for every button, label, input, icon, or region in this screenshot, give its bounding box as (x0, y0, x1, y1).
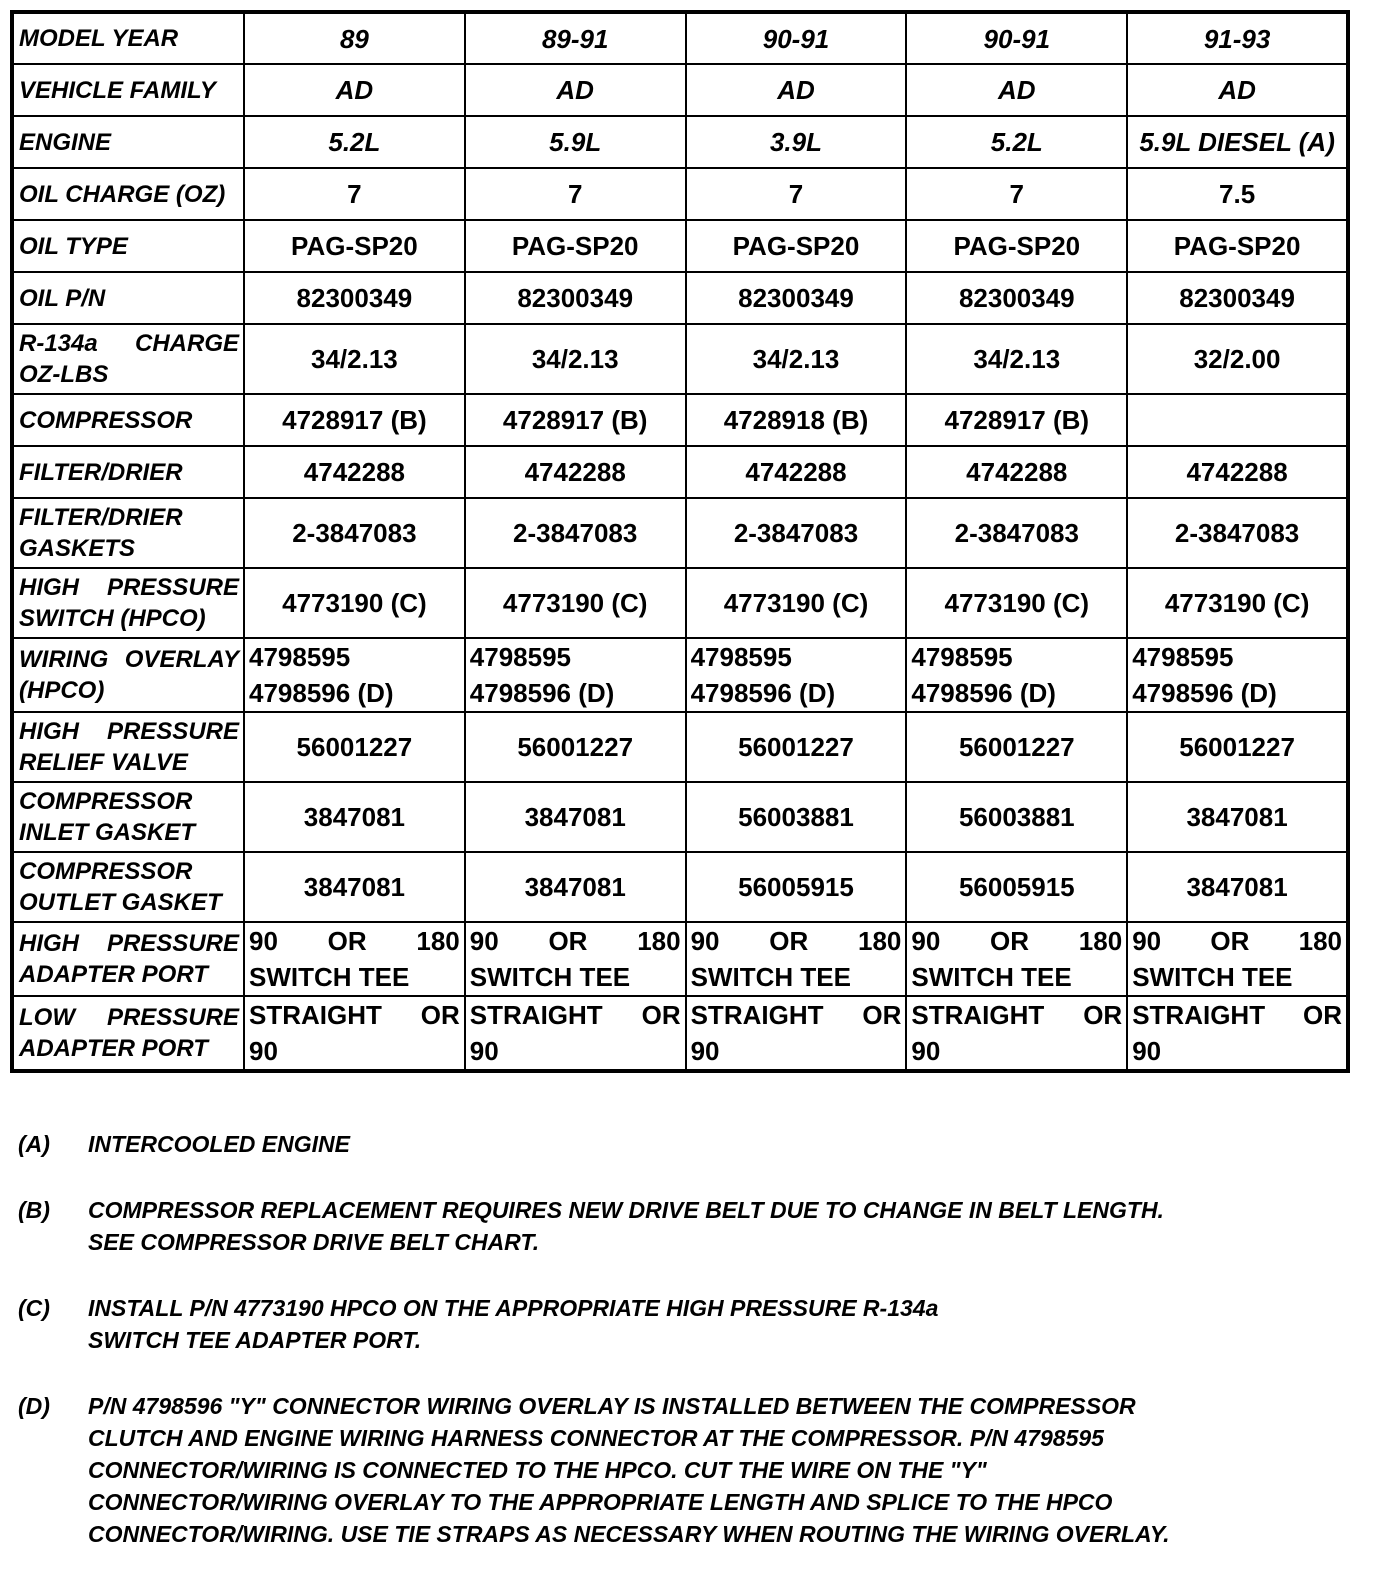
footnote-line: INSTALL P/N 4773190 HPCO ON THE APPROPRIATE HIGH PRESSURE R-134a (88, 1295, 939, 1321)
table-cell: 4742288 (465, 446, 686, 498)
cell-word: 180 (1078, 926, 1123, 956)
table-cell (686, 922, 907, 996)
table-cell: 4728917 (B) (465, 394, 686, 446)
table-cell: 7 (686, 168, 907, 220)
cell-word: OR (1083, 1000, 1123, 1030)
row-label (12, 116, 244, 168)
table-cell: 4742288 (686, 446, 907, 498)
cell-line: 4798595 (690, 642, 792, 672)
row-label-line (19, 1002, 239, 1033)
table-cell: 89-91 (465, 12, 686, 64)
cell-word: 90 (911, 926, 941, 956)
table-cell: 2-3847083 (465, 498, 686, 568)
cell-line: 4798596 (D) (1132, 678, 1277, 708)
row-label-word: PRESSURE (106, 1004, 239, 1031)
row-label-word: HIGH (19, 930, 79, 957)
table-cell: PAG-SP20 (465, 220, 686, 272)
table-row (12, 324, 1348, 394)
table-cell: 82300349 (244, 272, 465, 324)
footnote-text (88, 1128, 1318, 1160)
table-cell: 56003881 (906, 782, 1127, 852)
cell-line (470, 997, 681, 1033)
table-cell: 90-91 (906, 12, 1127, 64)
row-label-line: VEHICLE FAMILY (19, 76, 216, 104)
table-cell: 4773190 (C) (244, 568, 465, 638)
row-label (12, 638, 244, 712)
row-label (12, 12, 244, 64)
row-label-word: WIRING (19, 646, 109, 673)
row-label-line: OIL CHARGE (OZ) (19, 180, 226, 208)
table-cell: PAG-SP20 (686, 220, 907, 272)
cell-line (691, 923, 902, 959)
cell-line: 90 (1132, 1036, 1162, 1066)
footnote-line: SEE COMPRESSOR DRIVE BELT CHART. (88, 1229, 540, 1255)
footnote-line: INTERCOOLED ENGINE (88, 1131, 350, 1157)
footnote (18, 1194, 1318, 1258)
row-label-word: PRESSURE (106, 930, 239, 957)
table-cell (244, 638, 465, 712)
cell-line (1132, 923, 1342, 959)
table-row (12, 116, 1348, 168)
footnote-line: COMPRESSOR REPLACEMENT REQUIRES NEW DRIVE BELT DUE TO CHANGE IN BELT LENGTH. (88, 1197, 1164, 1223)
table-cell: 5.2L (906, 116, 1127, 168)
footnote-text (88, 1194, 1318, 1258)
cell-word: 180 (1298, 926, 1342, 956)
footnote-line: CLUTCH AND ENGINE WIRING HARNESS CONNECTOR AT THE COMPRESSOR. P/N 4798595 (88, 1425, 1104, 1451)
row-label-line: MODEL YEAR (19, 25, 179, 52)
row-label-line: GASKETS (19, 535, 136, 562)
row-label-line: (HPCO) (19, 677, 105, 704)
cell-word: 90 (249, 926, 278, 956)
row-label (12, 568, 244, 638)
cell-line: SWITCH TEE (469, 962, 631, 992)
cell-line (249, 997, 460, 1033)
row-label (12, 168, 244, 220)
table-cell: 4742288 (906, 446, 1127, 498)
cell-line: 4798595 (1132, 642, 1234, 672)
table-body (12, 12, 1348, 1071)
cell-word: STRAIGHT (1132, 1000, 1266, 1030)
table-cell: 56001227 (465, 712, 686, 782)
cell-word: 90 (469, 926, 499, 956)
row-label-line (19, 572, 239, 603)
cell-word: STRAIGHT (249, 1000, 382, 1030)
table-cell: PAG-SP20 (244, 220, 465, 272)
cell-line (691, 997, 902, 1033)
table-cell (906, 638, 1127, 712)
row-label-line: FILTER/DRIER (19, 504, 183, 531)
table-cell: 56005915 (906, 852, 1127, 922)
cell-line (911, 923, 1122, 959)
table-cell: AD (686, 64, 907, 116)
table-cell: 4728917 (B) (244, 394, 465, 446)
cell-word: STRAIGHT (690, 1000, 824, 1030)
table-cell: PAG-SP20 (1127, 220, 1348, 272)
table-cell: 3847081 (465, 852, 686, 922)
footnote-line: SWITCH TEE ADAPTER PORT. (88, 1327, 422, 1353)
table-cell (465, 922, 686, 996)
cell-word: OR (641, 1000, 681, 1030)
row-label (12, 394, 244, 446)
table-cell: 34/2.13 (244, 324, 465, 394)
row-label-line (19, 716, 239, 747)
row-label-line (19, 928, 239, 959)
cell-word: STRAIGHT (469, 1000, 603, 1030)
table-row (12, 394, 1348, 446)
row-label (12, 220, 244, 272)
table-row (12, 272, 1348, 324)
ac-specifications-table (10, 10, 1350, 1073)
table-cell: 2-3847083 (686, 498, 907, 568)
row-label (12, 446, 244, 498)
table-cell: 4728918 (B) (686, 394, 907, 446)
row-label-word: R-134a (19, 330, 98, 357)
table-cell (1127, 394, 1348, 446)
table-row (12, 64, 1348, 116)
row-label (12, 272, 244, 324)
footnote-text (88, 1292, 1318, 1356)
table-cell (1127, 922, 1348, 996)
table-cell: 56001227 (686, 712, 907, 782)
cell-line: 4798595 (469, 642, 572, 672)
footnote-key: (D) (18, 1393, 50, 1419)
table-row (12, 220, 1348, 272)
footnote-line: CONNECTOR/WIRING OVERLAY TO THE APPROPRIATE LENGTH AND SPLICE TO THE HPCO (88, 1489, 1113, 1515)
cell-word: OR (862, 1000, 902, 1030)
table-cell: 56001227 (1127, 712, 1348, 782)
footnote-key: (C) (18, 1295, 50, 1321)
footnote (18, 1292, 1318, 1356)
cell-line: 4798596 (D) (911, 678, 1056, 708)
row-label (12, 498, 244, 568)
table-cell: 4773190 (C) (1127, 568, 1348, 638)
table-cell: 7 (465, 168, 686, 220)
row-label (12, 996, 244, 1071)
table-cell: 56001227 (906, 712, 1127, 782)
cell-line: 4798596 (D) (249, 678, 394, 708)
cell-line: 4798596 (D) (469, 678, 615, 708)
cell-word: STRAIGHT (911, 1000, 1045, 1030)
row-label-word: CHARGE (134, 330, 239, 357)
cell-word: 90 (690, 926, 720, 956)
row-label-line: FILTER/DRIER (19, 458, 183, 486)
cell-word: 180 (857, 926, 902, 956)
table-cell: 5.9L (465, 116, 686, 168)
cell-word: OR (1303, 1000, 1342, 1030)
table-cell (465, 638, 686, 712)
table-cell (1127, 996, 1348, 1071)
table-row (12, 782, 1348, 852)
table-row (12, 996, 1348, 1071)
footnote-line: P/N 4798596 "Y" CONNECTOR WIRING OVERLAY IS INSTALLED BETWEEN THE COMPRESSOR (88, 1393, 1136, 1419)
cell-word: 90 (1132, 926, 1162, 956)
cell-word: OR (548, 926, 588, 956)
table-cell: 56005915 (686, 852, 907, 922)
cell-line: 4798595 (249, 642, 351, 672)
row-label-word: HIGH (19, 718, 79, 745)
footnote (18, 1390, 1318, 1550)
row-label (12, 324, 244, 394)
table-cell: 7 (906, 168, 1127, 220)
table-cell (1127, 638, 1348, 712)
table-cell: 7.5 (1127, 168, 1348, 220)
row-label-line: COMPRESSOR (19, 858, 193, 885)
cell-line: SWITCH TEE (911, 962, 1072, 992)
footnote-key: (A) (18, 1131, 50, 1157)
table-cell: 3847081 (1127, 782, 1348, 852)
table-cell: 34/2.13 (686, 324, 907, 394)
cell-line (911, 997, 1122, 1033)
cell-line: 4798596 (D) (690, 678, 836, 708)
row-label-line: SWITCH (HPCO) (19, 605, 206, 632)
footnote-text (88, 1390, 1318, 1550)
table-cell: 5.2L (244, 116, 465, 168)
table-row (12, 922, 1348, 996)
row-label-line: RELIEF VALVE (19, 749, 188, 776)
table-cell: 32/2.00 (1127, 324, 1348, 394)
cell-word: 180 (637, 926, 681, 956)
table-cell: 56001227 (244, 712, 465, 782)
table-row (12, 568, 1348, 638)
table-cell: 34/2.13 (906, 324, 1127, 394)
cell-line: 90 (249, 1036, 278, 1066)
table-cell (686, 638, 907, 712)
cell-word: 180 (416, 926, 460, 956)
table-cell (686, 996, 907, 1071)
row-label-word: PRESSURE (106, 718, 239, 745)
table-cell: 4773190 (C) (686, 568, 907, 638)
row-label-line: COMPRESSOR (19, 406, 193, 434)
table-cell: 82300349 (686, 272, 907, 324)
table-cell: 2-3847083 (244, 498, 465, 568)
table-cell: 90-91 (686, 12, 907, 64)
row-label-line: COMPRESSOR (19, 788, 193, 815)
footnotes (18, 1128, 1318, 1584)
table-cell: 4773190 (C) (465, 568, 686, 638)
table-cell: 3847081 (244, 852, 465, 922)
row-label-line: OIL P/N (19, 284, 106, 312)
table-cell: 82300349 (1127, 272, 1348, 324)
row-label (12, 64, 244, 116)
table-cell: 2-3847083 (906, 498, 1127, 568)
table-cell: AD (906, 64, 1127, 116)
table-cell: 4742288 (1127, 446, 1348, 498)
table-cell: 3847081 (465, 782, 686, 852)
table-cell: 82300349 (906, 272, 1127, 324)
cell-line: 4798595 (911, 642, 1013, 672)
table-cell (244, 996, 465, 1071)
row-label-word: LOW (19, 1004, 75, 1031)
table-cell: 89 (244, 12, 465, 64)
row-label-line: ADAPTER PORT (19, 961, 208, 988)
table-cell (906, 922, 1127, 996)
cell-word: OR (327, 926, 367, 956)
table-cell: 2-3847083 (1127, 498, 1348, 568)
table-cell (244, 922, 465, 996)
table-row (12, 12, 1348, 64)
row-label-word: PRESSURE (106, 574, 239, 601)
row-label (12, 712, 244, 782)
cell-line (1132, 997, 1342, 1033)
table-cell (465, 996, 686, 1071)
table-row (12, 168, 1348, 220)
table-cell: 3847081 (244, 782, 465, 852)
table-row (12, 852, 1348, 922)
table-cell: AD (1127, 64, 1348, 116)
table-cell: 3847081 (1127, 852, 1348, 922)
table-cell: AD (465, 64, 686, 116)
row-label-line: ENGINE (19, 128, 112, 156)
cell-line: SWITCH TEE (1132, 962, 1293, 992)
table-row (12, 498, 1348, 568)
cell-line: 90 (690, 1036, 720, 1066)
cell-word: OR (1210, 926, 1250, 956)
row-label (12, 922, 244, 996)
row-label-line (19, 328, 239, 359)
footnote-line: CONNECTOR/WIRING. USE TIE STRAPS AS NECESSARY WHEN ROUTING THE WIRING OVERLAY. (88, 1521, 1170, 1547)
row-label (12, 852, 244, 922)
table-cell: AD (244, 64, 465, 116)
row-label-line: OUTLET GASKET (19, 889, 222, 916)
row-label-line: INLET GASKET (19, 819, 196, 846)
cell-line: 90 (911, 1036, 941, 1066)
cell-word: OR (990, 926, 1030, 956)
footnote (18, 1128, 1318, 1160)
row-label-line: OIL TYPE (19, 232, 128, 260)
cell-line (249, 923, 460, 959)
row-label-word: HIGH (19, 574, 79, 601)
cell-line (470, 923, 681, 959)
table-cell: 82300349 (465, 272, 686, 324)
cell-line: SWITCH TEE (690, 962, 851, 992)
table-cell: 7 (244, 168, 465, 220)
row-label-line: ADAPTER PORT (19, 1035, 208, 1062)
table-cell: 4773190 (C) (906, 568, 1127, 638)
row-label (12, 782, 244, 852)
table-cell: 91-93 (1127, 12, 1348, 64)
table-cell: 34/2.13 (465, 324, 686, 394)
table-cell: 56003881 (686, 782, 907, 852)
table-cell: 5.9L DIESEL (A) (1127, 116, 1348, 168)
cell-word: OR (420, 1000, 460, 1030)
cell-line: 90 (469, 1036, 499, 1066)
table-cell: 4742288 (244, 446, 465, 498)
table-cell (906, 996, 1127, 1071)
footnote-key: (B) (18, 1197, 50, 1223)
cell-line: SWITCH TEE (249, 962, 410, 992)
row-label-line (19, 644, 239, 675)
footnote-line: CONNECTOR/WIRING IS CONNECTED TO THE HPCO. CUT THE WIRE ON THE "Y" (88, 1457, 987, 1483)
table-cell: 4728917 (B) (906, 394, 1127, 446)
table-row (12, 638, 1348, 712)
table-row (12, 446, 1348, 498)
table-cell: 3.9L (686, 116, 907, 168)
row-label-word: OVERLAY (124, 646, 239, 673)
table-row (12, 712, 1348, 782)
table-cell: PAG-SP20 (906, 220, 1127, 272)
row-label-line: OZ-LBS (19, 361, 109, 388)
cell-word: OR (769, 926, 809, 956)
